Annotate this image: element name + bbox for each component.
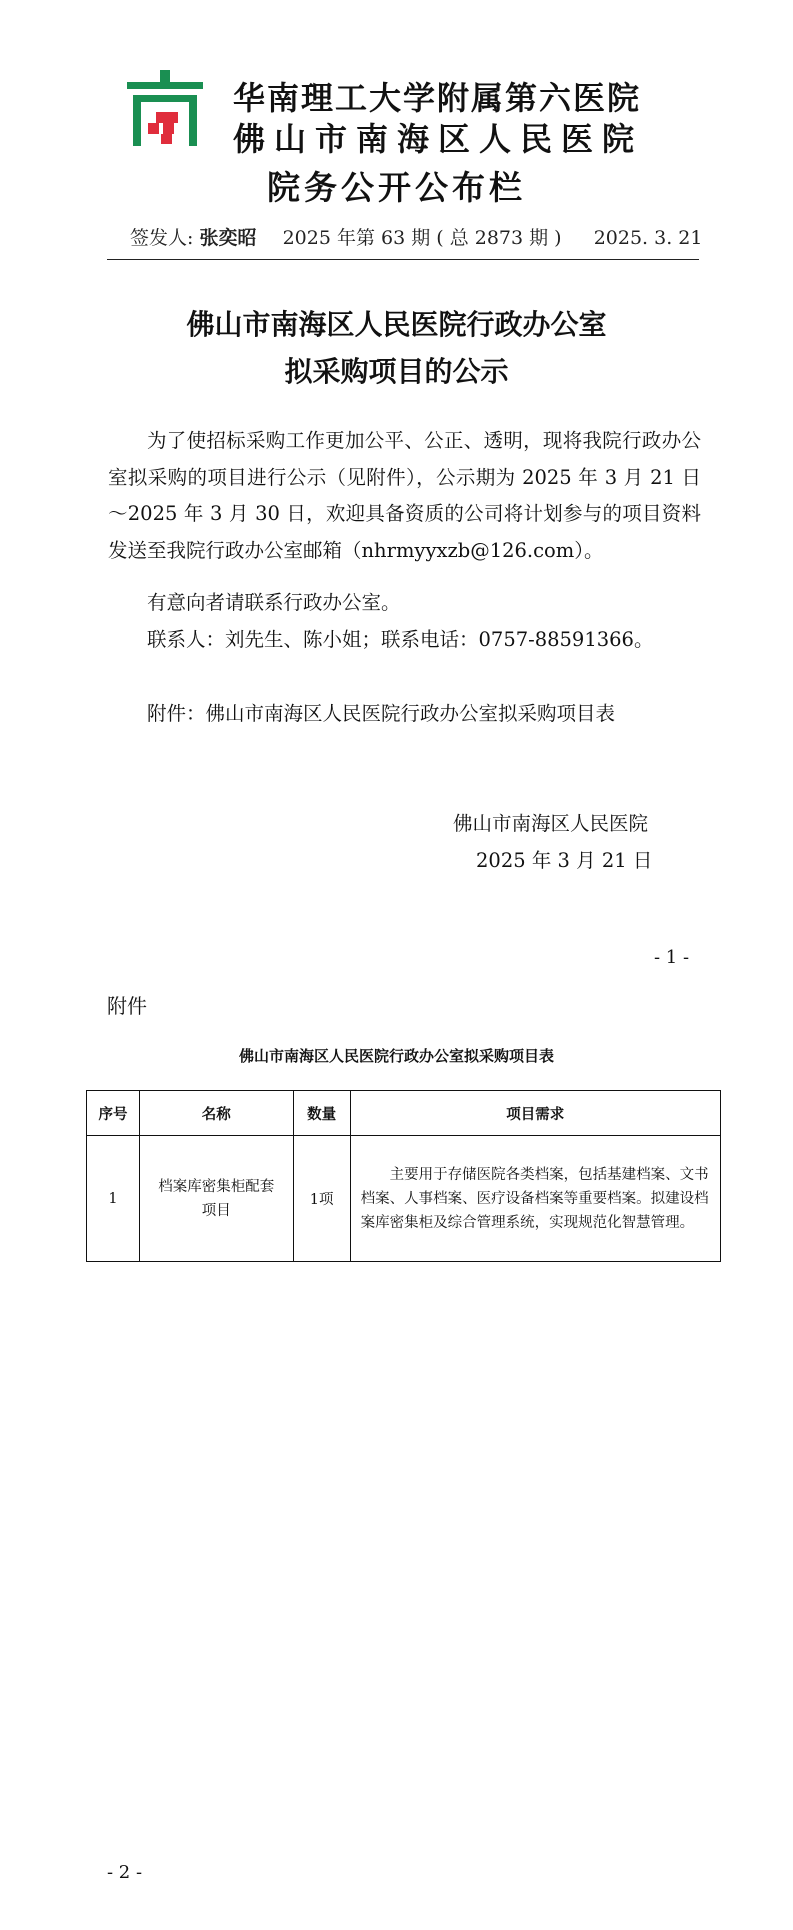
header-requirement: 项目需求 xyxy=(350,1091,720,1136)
cell-name: 档案库密集柜配套项目 xyxy=(139,1136,293,1262)
notice-title-line2: 拟采购项目的公示 xyxy=(284,355,509,388)
notice-title-line1: 佛山市南海区人民医院行政办公室 xyxy=(186,308,607,341)
table-row xyxy=(87,1136,721,1262)
cell-no: 1 xyxy=(87,1136,140,1262)
hospital-name-primary: 华南理工大学附属第六医院 xyxy=(233,79,642,117)
page-number-2: - 2 - xyxy=(107,1862,143,1883)
signer-label: 签发人: xyxy=(130,227,194,249)
cell-requirement: 主要用于存储医院各类档案，包括基建档案、文书档案、人事档案、医疗设备档案等重要档案。拟建设档案库密集柜及综合管理系统，实现规范化智慧管理。 xyxy=(350,1136,720,1262)
page-number-1: - 1 - xyxy=(654,947,690,968)
notice-paragraph-1: 为了使招标采购工作更加公平、公正、透明，现将我院行政办公室拟采购的项目进行公示（见附件），公示期为 2025 年 3 月 21 日～2025 年 3 月 30 日，欢迎具备资质的公司将计划参与的项目资料发送至我院行政办公室邮箱（nhrmyyxzb@126.com）。 xyxy=(108,429,701,562)
attachment-label: 附件 xyxy=(107,994,147,1018)
notice-paragraph-2: 有意向者请联系行政办公室。 xyxy=(147,591,401,614)
header-name: 名称 xyxy=(139,1091,293,1136)
attachment-reference: 附件：佛山市南海区人民医院行政办公室拟采购项目表 xyxy=(147,702,616,725)
issue-date: 2025. 3. 21 xyxy=(593,227,703,249)
issue-line xyxy=(130,223,702,250)
board-title: 院务公开公布栏 xyxy=(267,168,526,207)
signature-org: 佛山市南海区人民医院 xyxy=(453,812,649,835)
header-qty: 数量 xyxy=(293,1091,350,1136)
issue-info: 2025 年第 63 期 ( 总 2873 期 ) xyxy=(282,227,562,249)
hospital-name-secondary: 佛山市南海区人民医院 xyxy=(233,120,644,158)
signature-date: 2025 年 3 月 21 日 xyxy=(476,849,653,872)
table-header-row xyxy=(87,1091,721,1136)
signer-name: 张奕昭 xyxy=(199,227,257,249)
table-title: 佛山市南海区人民医院行政办公室拟采购项目表 xyxy=(238,1047,554,1065)
hospital-logo-icon xyxy=(125,68,205,148)
procurement-table xyxy=(86,1090,721,1262)
header-divider xyxy=(107,259,699,260)
cell-qty: 1项 xyxy=(293,1136,350,1262)
header-no: 序号 xyxy=(87,1091,140,1136)
notice-contact: 联系人：刘先生、陈小姐；联系电话：0757-88591366。 xyxy=(147,628,654,651)
